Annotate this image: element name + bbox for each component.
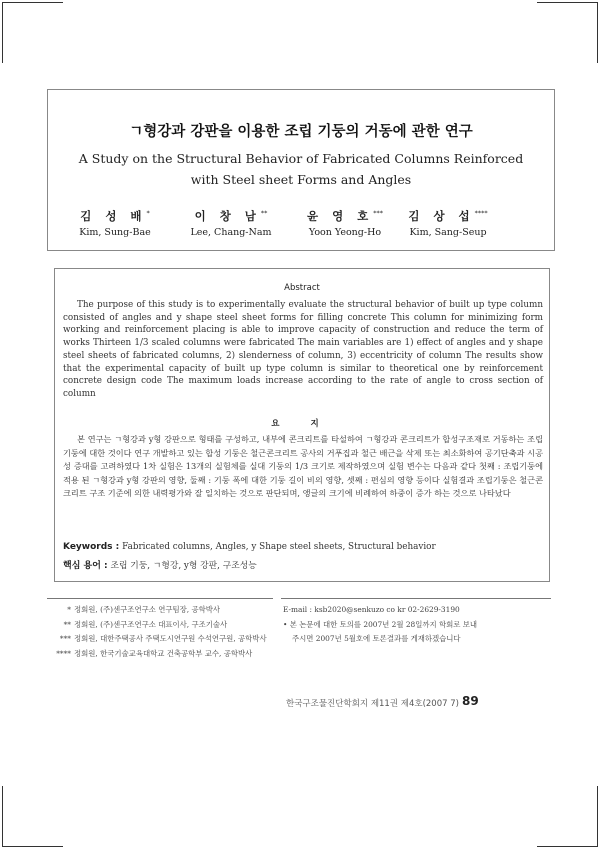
crop-mark-top-left: [2, 2, 63, 63]
page-number: 89: [462, 694, 479, 708]
footnote-divider-right: [281, 598, 551, 599]
journal-citation: 한국구조물진단학회지 제11권 제4호(2007 7): [286, 699, 459, 709]
author-name-korean: 윤 영 호: [306, 209, 374, 223]
author-name-english: Kim, Sang-Seup: [409, 227, 487, 238]
affiliation-mark: ****: [56, 648, 71, 658]
affiliation-mark: *: [67, 605, 71, 614]
keywords-text: Fabricated columns, Angles, y Shape steel sheets, Structural behavior: [122, 542, 436, 552]
core-terms-label: 핵심 용어 :: [63, 561, 108, 571]
affiliation-mark: ***: [59, 634, 71, 643]
affiliation-mark: **: [63, 619, 71, 629]
affiliation-2: [47, 618, 275, 633]
affiliation-text: 정회원, (주)센구조연구소 대표이사, 구조기술사: [74, 619, 228, 629]
abstract-body: The purpose of this study is to experimentally evaluate the structural behavior of built up type column consisted of angles and y shape steel sheet forms for filling concrete This column for minimizing form working and reinforcement placing is able to improve capacity of construction and reduce the term of works Thirteen 1/3 scaled columns were fabricated The main variables are 1) effect of angles and y shape steel sheets of fabricated columns, 2) slenderness of column, 3) eccentricity of column The results show that the experimental capacity of built up type column is similar to theoretical one by reinforcement concrete design code The maximum loads increase according to the rate of angle to cross section of column: [63, 300, 543, 399]
crop-mark-bottom-left: [2, 786, 63, 847]
author-affiliations: [47, 603, 275, 661]
affiliation-text: 정회원, 한국기술교육대학교 건축공학부 교수, 공학박사: [74, 648, 253, 658]
footnote-divider-left: [47, 598, 273, 599]
title-english-line1: A Study on the Structural Behavior of Fabricated Columns Reinforced: [78, 151, 524, 166]
author-name-english: Lee, Chang-Nam: [190, 227, 272, 238]
author-2: [171, 208, 291, 238]
korean-summary-heading: 요 지: [271, 419, 333, 429]
crop-mark-top-right: [537, 2, 598, 63]
korean-summary-body: 본 연구는 ㄱ형강과 y형 강판으로 형태를 구성하고, 내부에 콘크리트를 타설하여 ㄱ형강과 콘크리트가 합성구조재로 거동하는 조립기둥에 대한 것이다 연구 개발하고 있는 합성 기둥은 철근콘크리트 공사의 거푸집과 철근 배근을 삭제 또는 최소화하여 공기단축과 시공성 증대를 고려하였다 1차 실험은 13개의 실험체를 실대 기둥의 1/3 크기로 제작하였으며 실험 변수는 다음과 같다 첫째 : 조립기둥에 적용 된 ㄱ형강과 y형 강판의 영향, 둘째 : 기둥 폭에 대한 기둥 길이 비의 영향, 셋째 : 편심의 영향 등이다 실험결과 조립기둥은 철근콘크리트 구조 기준에 의한 내력평가와 잘 일치하는 것으로 판단되며, 앵글의 크기에 비례하여 하중이 증가 하는 것으로 나타났다: [63, 434, 543, 499]
keywords-line: [63, 542, 543, 552]
title-korean: ㄱ형강과 강판을 이용한 조립 기둥의 거동에 관한 연구: [129, 124, 473, 140]
author-4: [388, 208, 508, 238]
core-terms-line: [63, 558, 543, 571]
author-name-english: Kim, Sung-Bae: [79, 227, 151, 238]
title-english-line2: with Steel sheet Forms and Angles: [190, 172, 412, 187]
contact-email: E-mail : ksb2020@senkuzo co kr 02-2629-3190: [283, 605, 460, 614]
affiliation-text: 정회원, 대한주택공사 주택도시연구원 수석연구원, 공학박사: [74, 634, 267, 643]
affiliation-1: [47, 603, 275, 618]
affiliation-text: 정회원, (주)센구조연구소 연구팀장, 공학박사: [74, 605, 221, 614]
author-name-korean: 이 창 남: [194, 209, 261, 223]
affiliation-3: [47, 632, 275, 647]
title-box: [47, 89, 555, 251]
author-mark: **: [260, 209, 268, 218]
author-mark: *: [146, 209, 150, 218]
title-english: [48, 148, 554, 190]
keywords-label: Keywords :: [63, 542, 120, 552]
author-name-english: Yoon Yeong-Ho: [308, 227, 382, 238]
discussion-note-line1: • 본 논문에 대한 토의를 2007년 2월 28일까지 학회로 보내: [283, 619, 478, 629]
author-3: [285, 208, 405, 238]
author-mark: ***: [373, 209, 384, 218]
author-list: [48, 208, 554, 242]
discussion-note-line2: 주시면 2007년 5월호에 토론결과를 게재하겠습니다: [292, 634, 461, 643]
core-terms-text: 조립 기둥, ㄱ형강, y형 강판, 구조성능: [110, 561, 257, 571]
abstract-heading: Abstract: [284, 283, 320, 293]
abstract-box: [54, 268, 550, 582]
crop-mark-bottom-right: [537, 786, 598, 847]
author-mark: ****: [474, 209, 488, 218]
contact-notes: [283, 603, 553, 647]
author-name-korean: 김 성 배: [80, 209, 147, 223]
affiliation-4: [47, 647, 275, 662]
author-name-korean: 김 상 섭: [408, 209, 475, 223]
author-1: [55, 208, 175, 238]
